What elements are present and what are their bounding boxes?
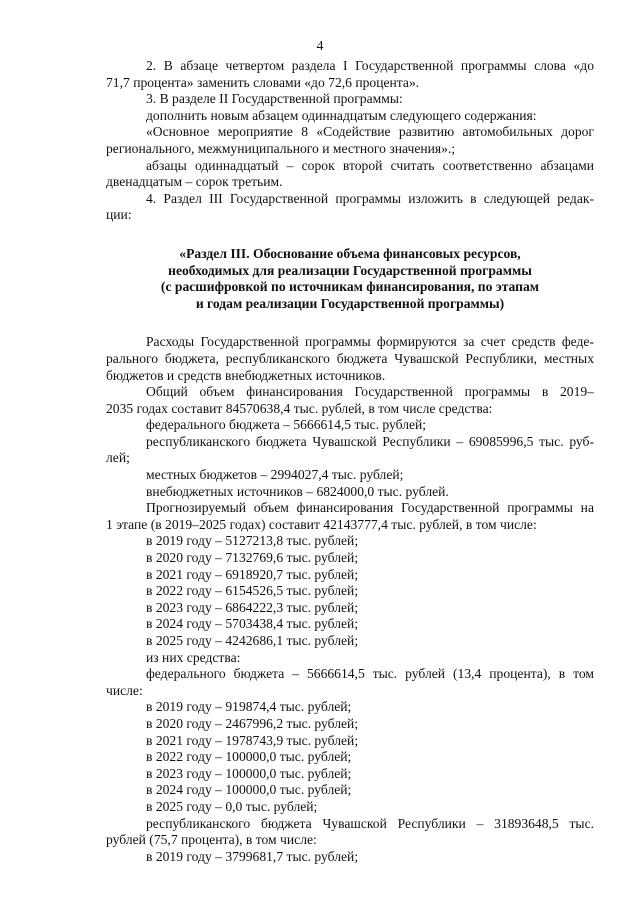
paragraph-line: 2035 годах составит 84570638,4 тыс. рублей, в том числе средства:	[106, 400, 493, 416]
paragraph-line: в 2022 году – 6154526,5 тыс. рублей;	[146, 583, 359, 599]
paragraph-line: местных бюджетов – 2994027,4 тыс. рублей;	[146, 467, 404, 483]
paragraph-line: в 2024 году – 100000,0 тыс. рублей;	[146, 782, 352, 798]
paragraph-line: рального бюджета, республиканского бюджета Чувашской Республики, местных	[106, 350, 594, 366]
paragraph-line: 1 этапе (в 2019–2025 годах) составит 42143777,4 тыс. рублей, в том числе:	[106, 516, 537, 532]
page-number: 4	[316, 38, 324, 53]
paragraph-line: внебюджетных источников – 6824000,0 тыс. рублей.	[146, 483, 449, 499]
paragraph-line: в 2025 году – 0,0 тыс. рублей;	[146, 798, 318, 814]
paragraph-line: республиканского бюджета Чувашской Республики – 31893648,5 тыс.	[146, 815, 594, 831]
paragraph-line: в 2019 году – 5127213,8 тыс. рублей;	[146, 533, 359, 549]
paragraph-line: в 2025 году – 4242686,1 тыс. рублей;	[146, 633, 359, 648]
paragraph-line: в 2021 году – 1978743,9 тыс. рублей;	[146, 732, 359, 748]
paragraph-line: 2. В абзаце четвертом раздела I Государственной программы слова «до	[146, 58, 594, 73]
paragraph-line: в 2020 году – 2467996,2 тыс. рублей;	[146, 715, 359, 731]
paragraph-line: республиканского бюджета Чувашской Республики – 69085996,5 тыс. руб-	[146, 433, 594, 449]
paragraph-line: рублей (75,7 процента), в том числе:	[106, 832, 317, 848]
paragraph-line: федерального бюджета – 5666614,5 тыс. рублей;	[146, 417, 427, 433]
paragraph-line: Прогнозируемый объем финансирования Государственной программы на	[146, 500, 594, 516]
paragraph-line: федерального бюджета – 5666614,5 тыс. рублей (13,4 процента), в том	[146, 666, 594, 682]
paragraph-line: в 2020 году – 7132769,6 тыс. рублей;	[146, 550, 359, 566]
section-heading	[106, 246, 594, 312]
paragraph-line: 3. В разделе II Государственной программы:	[146, 91, 403, 107]
heading-line: (с расшифровкой по источникам финансирования, по этапам	[160, 279, 540, 295]
paragraph-line: в 2019 году – 3799681,7 тыс. рублей;	[146, 848, 359, 864]
financing-section	[106, 334, 594, 865]
paragraph-line: 71,7 процента» заменить словами «до 72,6 процента».	[106, 74, 420, 90]
heading-line: и годам реализации Государственной программы)	[195, 295, 505, 311]
paragraph-line: в 2023 году – 100000,0 тыс. рублей;	[146, 765, 352, 781]
paragraph-line: двенадцатым – сорок третьим.	[106, 174, 283, 190]
paragraph-line: Общий объем финансирования Государственной программы в 2019–	[146, 384, 594, 400]
paragraph-line: в 2024 году – 5703438,4 тыс. рублей;	[146, 616, 359, 632]
paragraph-line: дополнить новым абзацем одиннадцатым следующего содержания:	[146, 107, 537, 123]
paragraph-line: регионального, межмуниципального и местного значения».;	[106, 140, 456, 156]
paragraph-line: в 2021 году – 6918920,7 тыс. рублей;	[146, 566, 359, 582]
paragraph-line: в 2023 году – 6864222,3 тыс. рублей;	[146, 599, 359, 615]
amendments-section	[106, 58, 594, 224]
paragraph-line: бюджетов и средств внебюджетных источников.	[106, 367, 386, 383]
paragraph-line: «Основное мероприятие 8 «Содействие развитию автомобильных дорог	[146, 124, 594, 140]
paragraph-line: 4. Раздел III Государственной программы изложить в следующей редак-	[146, 190, 594, 206]
heading-line: необходимых для реализации Государственной программы	[168, 262, 532, 278]
paragraph-line: в 2022 году – 100000,0 тыс. рублей;	[146, 749, 352, 765]
paragraph-line: из них средства:	[146, 649, 241, 665]
paragraph-line: лей;	[106, 450, 130, 466]
paragraph-line: Расходы Государственной программы формируются за счет средств феде-	[146, 334, 594, 350]
document-body	[106, 58, 594, 865]
heading-line: «Раздел III. Обоснование объема финансовых ресурсов,	[179, 245, 521, 261]
paragraph-line: в 2019 году – 919874,4 тыс. рублей;	[146, 699, 352, 715]
paragraph-line: абзацы одиннадцатый – сорок второй считать соответственно абзацами	[146, 157, 594, 173]
paragraph-line: ции:	[106, 207, 132, 223]
paragraph-line: числе:	[106, 682, 143, 698]
